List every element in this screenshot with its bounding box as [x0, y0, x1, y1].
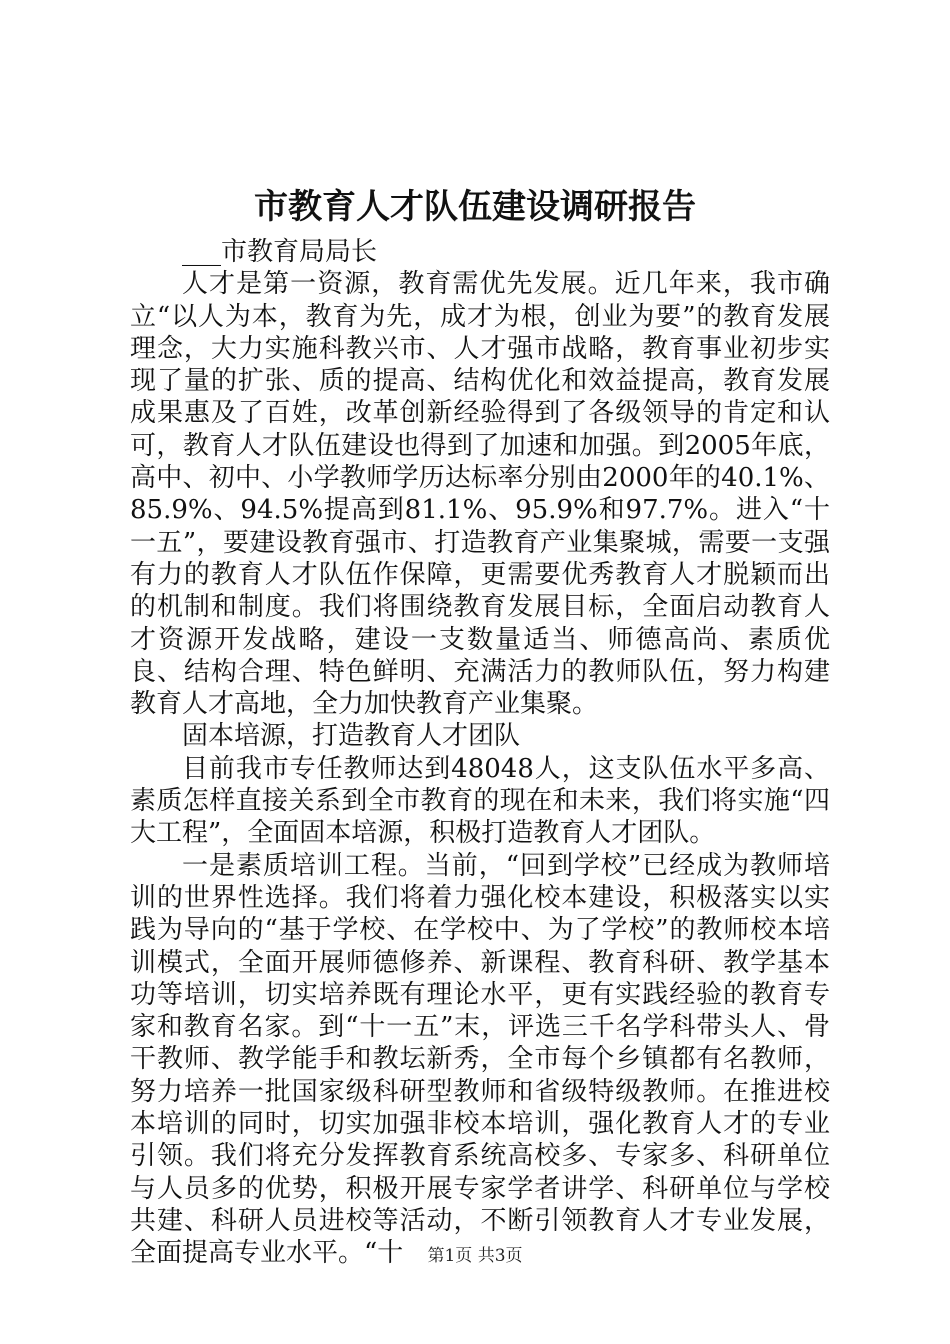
section-heading: 固本培源，打造教育人才团队: [182, 721, 521, 752]
paragraph-teachers: 目前我市专任教师达到48048人，这支队伍水平多高、素质怎样直接关系到全市教育的现在和未来，我们将实施“四大工程”，全面固本培源，积极打造教育人才团队。: [130, 753, 830, 849]
paragraph-intro: 人才是第一资源，教育需优先发展。近几年来，我市确立“以人为本，教育为先，成才为根，创业为要”的教育发展理念，大力实施科教兴市、人才强市战略，教育事业初步实现了量的扩张、质的提高、结构优化和效益提高，教育发展成果惠及了百姓，改革创新经验得到了各级领导的肯定和认可，教育人才队伍建设也得到了加速和加强。到2005年底，高中、初中、小学教师学历达标率分别由2000年的40.1%、85.9%、94.5%提高到81.1%、95.9%和97.7%。进入“十一五”，要建设教育强市、打造教育产业集聚城，需要一支强有力的教育人才队伍作保障，更需要优秀教育人才脱颖而出的机制和制度。我们将围绕教育发展目标，全面启动教育人才资源开发战略，建设一支数量适当、师德高尚、素质优良、结构合理、特色鲜明、充满活力的教师队伍，努力构建教育人才高地，全力加快教育产业集聚。: [130, 269, 830, 720]
document-title: 市教育人才队伍建设调研报告: [254, 187, 696, 227]
page-footer: 第1页 共3页: [427, 1246, 523, 1266]
paragraph-training: 一是素质培训工程。当前，“回到学校”已经成为教师培训的世界性选择。我们将着力强化校本建设，积极落实以实践为导向的“基于学校、在学校中、为了学校”的教师校本培训模式，全面开展师德修养、新课程、教育科研、教学基本功等培训，切实培养既有理论水平，更有实践经验的教育专家和教育名家。到“十一五”末，评选三千名学科带头人、骨干教师、教学能手和教坛新秀，全市每个乡镇都有名教师，努力培养一批国家级科研型教师和省级特级教师。在推进校本培训的同时，切实加强非校本培训，强化教育人才的专业引领。我们将充分发挥教育系统高校多、专家多、科研单位与人员多的优势，积极开展专家学者讲学、科研单位与学校共建、科研人员进校等活动，不断引领教育人才专业发展，全面提高专业水平。“十: [130, 850, 830, 1269]
document-body: [130, 236, 830, 1270]
author-line: ___市教育局局长: [182, 237, 378, 267]
